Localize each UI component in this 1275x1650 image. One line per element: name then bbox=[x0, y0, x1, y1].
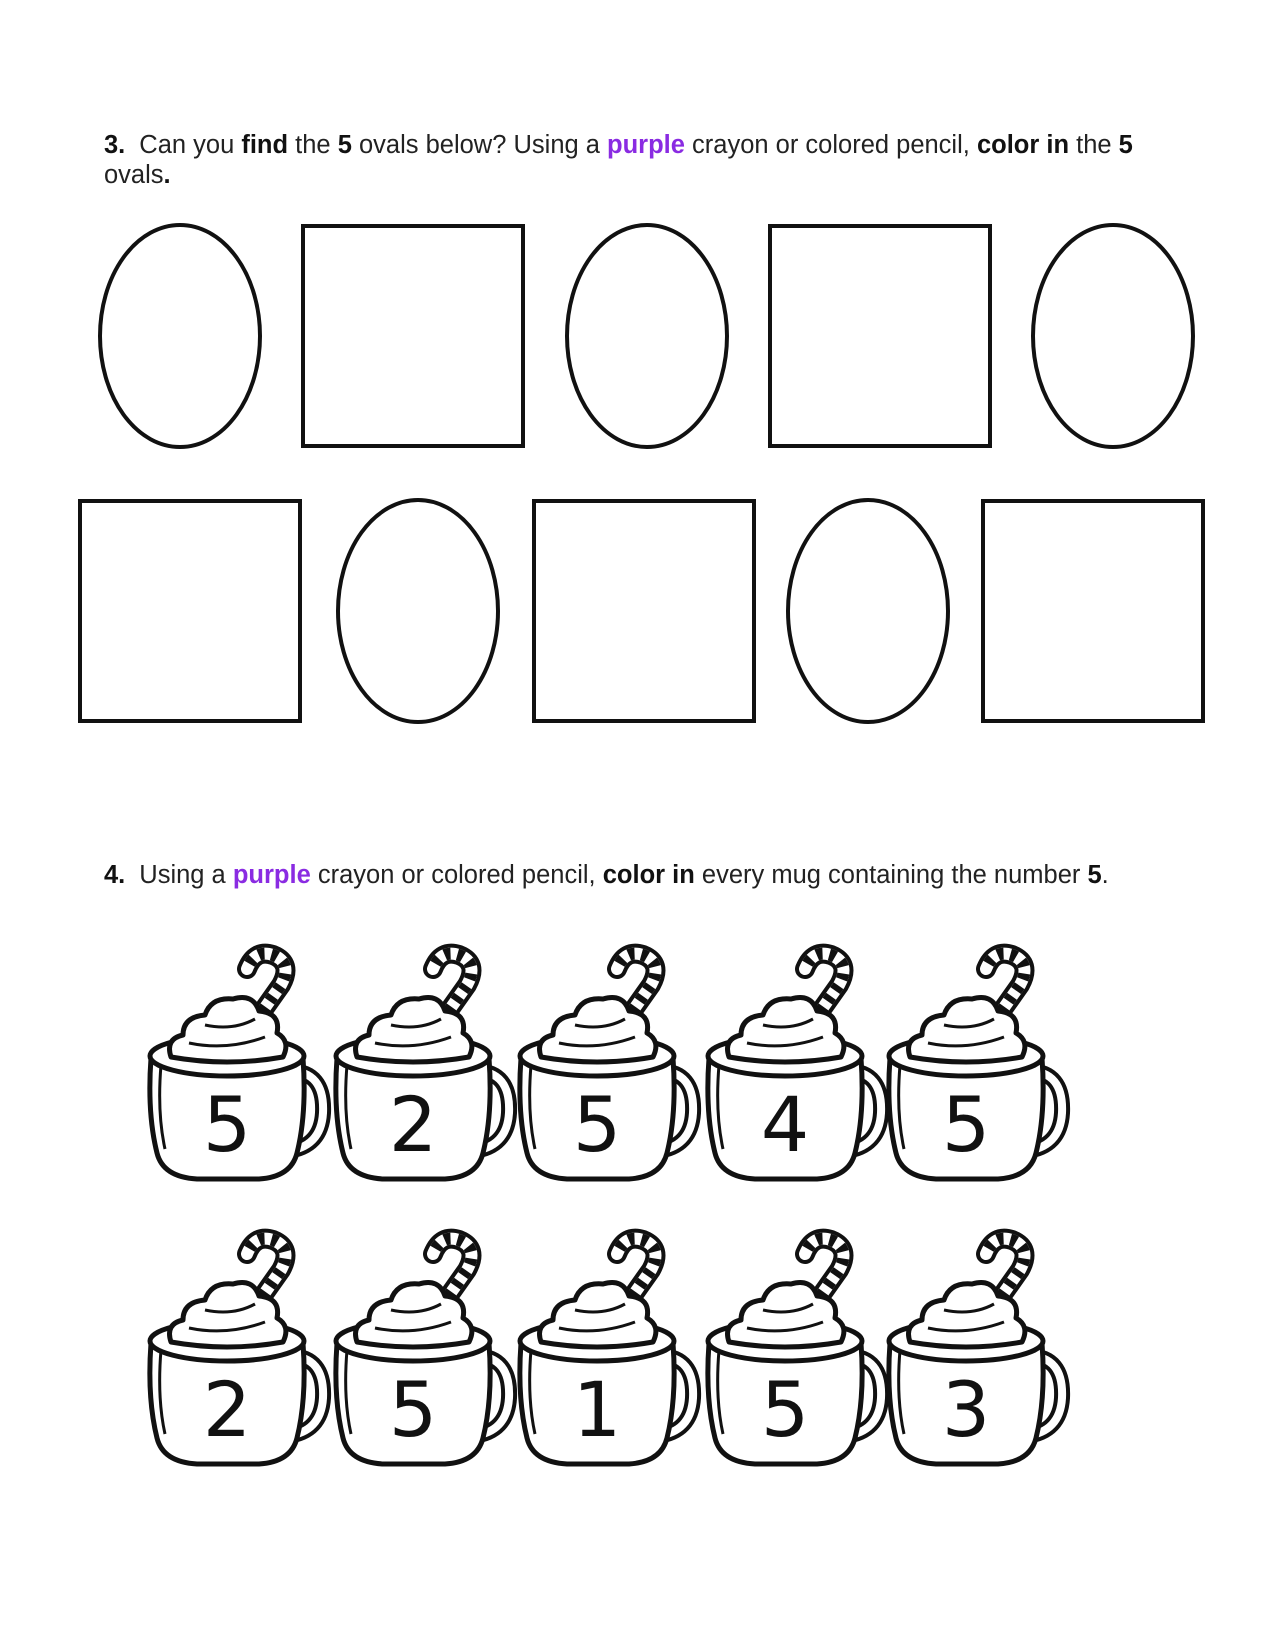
mug[interactable] bbox=[520, 1239, 693, 1464]
q3-text-part: color in bbox=[976, 131, 1070, 159]
mug-number: 2 bbox=[202, 1365, 252, 1454]
q3-text-part: ovals bbox=[104, 161, 164, 189]
mug-number: 5 bbox=[941, 1080, 991, 1169]
q4-number: 4. bbox=[104, 861, 126, 889]
oval-shape[interactable] bbox=[338, 500, 498, 722]
q3-text-part: Can you bbox=[139, 131, 242, 159]
mug-number: 3 bbox=[941, 1365, 991, 1454]
square-shape[interactable] bbox=[770, 226, 990, 446]
q4-text-part: every mug containing the number bbox=[694, 861, 1088, 889]
square-shape[interactable] bbox=[303, 226, 523, 446]
q4-text-part: . bbox=[1101, 861, 1109, 889]
q3-text-part: the bbox=[1069, 131, 1119, 159]
q3-text-part: find bbox=[241, 131, 289, 159]
q3-text-part: the bbox=[288, 131, 338, 159]
q4-text-part: 5 bbox=[1087, 861, 1102, 889]
mug-number: 5 bbox=[388, 1365, 438, 1454]
oval-shape[interactable] bbox=[100, 225, 260, 447]
mug-number: 1 bbox=[572, 1365, 622, 1454]
mug[interactable] bbox=[336, 1239, 509, 1464]
q4-text-part: crayon or colored pencil, bbox=[310, 861, 603, 889]
q3-text-part: 5 bbox=[1118, 131, 1133, 159]
q3-text-part: 5 bbox=[337, 131, 352, 159]
shape-grid bbox=[80, 225, 1203, 722]
mug-number: 5 bbox=[202, 1080, 252, 1169]
q3-text-part: crayon or colored pencil, bbox=[684, 131, 977, 159]
mug[interactable] bbox=[150, 954, 323, 1179]
mug-grid bbox=[150, 954, 1062, 1464]
mug[interactable] bbox=[150, 1239, 323, 1464]
mug-number: 5 bbox=[572, 1080, 622, 1169]
oval-shape[interactable] bbox=[1033, 225, 1193, 447]
oval-shape[interactable] bbox=[788, 500, 948, 722]
q4-text-part: purple bbox=[232, 861, 311, 889]
mug[interactable] bbox=[889, 1239, 1062, 1464]
mug[interactable] bbox=[889, 954, 1062, 1179]
mug-number: 5 bbox=[760, 1365, 810, 1454]
mug[interactable] bbox=[708, 1239, 881, 1464]
q3-number: 3. bbox=[104, 131, 126, 159]
q3-text-part: purple bbox=[607, 131, 685, 159]
q4-text-part: color in bbox=[602, 861, 695, 889]
q4-text-part: Using a bbox=[139, 861, 233, 889]
question-4-instructions bbox=[104, 860, 1194, 890]
square-shape[interactable] bbox=[983, 501, 1203, 721]
mug[interactable] bbox=[336, 954, 509, 1179]
oval-shape[interactable] bbox=[567, 225, 727, 447]
square-shape[interactable] bbox=[80, 501, 300, 721]
mug[interactable] bbox=[520, 954, 693, 1179]
mug[interactable] bbox=[708, 954, 881, 1179]
square-shape[interactable] bbox=[534, 501, 754, 721]
mug-number: 4 bbox=[760, 1080, 810, 1169]
q3-text-part: . bbox=[163, 161, 171, 189]
q3-text-part: ovals below? Using a bbox=[351, 131, 608, 159]
mug-number: 2 bbox=[388, 1080, 438, 1169]
